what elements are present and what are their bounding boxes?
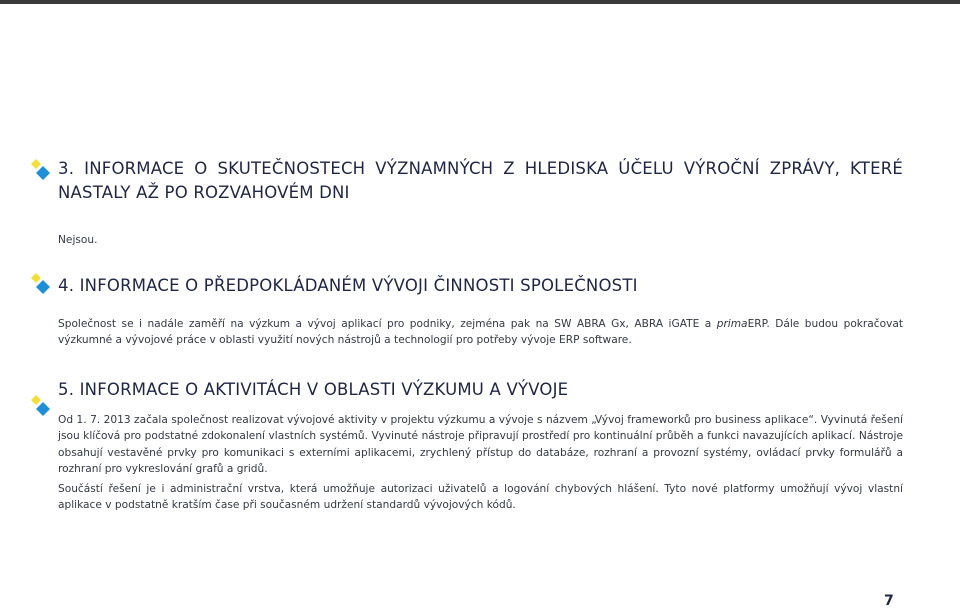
section-5-paragraph-2: Součástí řešení je i administrační vrstva, která umožňuje autorizaci uživatelů a logování chybových hlášení. Tyto nové platformy umožňují vývoj vlastní aplikace v podstatně kratším čase při současném udržení standardů vývojových kódů. bbox=[58, 483, 903, 512]
bullet-diamond-yellow bbox=[31, 395, 41, 405]
section-5-title: 5. INFORMACE O AKTIVITÁCH V OBLASTI VÝZKUMU A VÝVOJE bbox=[58, 380, 569, 399]
section-4-text-after: ERP. Dále budou pokračovat výzkumné a vývojové práce v oblasti využití nových nástrojů a technologií pro potřeby vývoje ERP software. bbox=[58, 318, 903, 347]
diamond-bullet-icon bbox=[30, 272, 52, 294]
bullet-diamond-blue bbox=[36, 402, 50, 416]
top-border bbox=[0, 0, 960, 4]
section-4-text-before: Společnost se i nadále zaměří na výzkum a vývoj aplikací pro podniky, zejména pak na SW ABRA Gx, ABRA iGATE a bbox=[58, 318, 717, 330]
section-4-title: 4. INFORMACE O PŘEDPOKLÁDANÉM VÝVOJI ČINNOSTI SPOLEČNOSTI bbox=[58, 276, 638, 295]
bullet-diamond-yellow bbox=[31, 273, 41, 283]
page-number: 7 bbox=[884, 593, 894, 609]
section-4-text bbox=[58, 316, 903, 349]
bullet-diamond-blue bbox=[36, 280, 50, 294]
diamond-bullet-icon bbox=[30, 158, 52, 180]
bullet-diamond-yellow bbox=[31, 159, 41, 169]
section-4-text-italic: prima bbox=[716, 318, 748, 330]
section-3-title: 3. INFORMACE O SKUTEČNOSTECH VÝZNAMNÝCH Z HLEDISKA ÚČELU VÝROČNÍ ZPRÁVY, KTERÉ NASTALY AŽ PO ROZVAHOVÉM DNI bbox=[58, 159, 903, 202]
section-5-paragraph-1: Od 1. 7. 2013 začala společnost realizovat vývojové aktivity v projektu výzkumu a vývoje s názvem „Vývoj frameworků pro business aplikace“. Vyvinutá řešení jsou klíčová pro podstatné zdokonalení vlastních systémů. Vyvinuté nástroje připravují prostředí pro kontinuální průběh a funkci navazujících aplikací. Nástroje obsahují vestavěné prvky pro komunikaci s externími aplikacemi, zrychlený přístup do databáze, rozhraní a provozní systémy, ovládací prvky formulářů a rozhraní pro vykreslování grafů a gridů. bbox=[58, 414, 903, 475]
section-3-text: Nejsou. bbox=[58, 234, 98, 246]
diamond-bullet-icon bbox=[30, 394, 52, 416]
bullet-diamond-blue bbox=[36, 166, 50, 180]
